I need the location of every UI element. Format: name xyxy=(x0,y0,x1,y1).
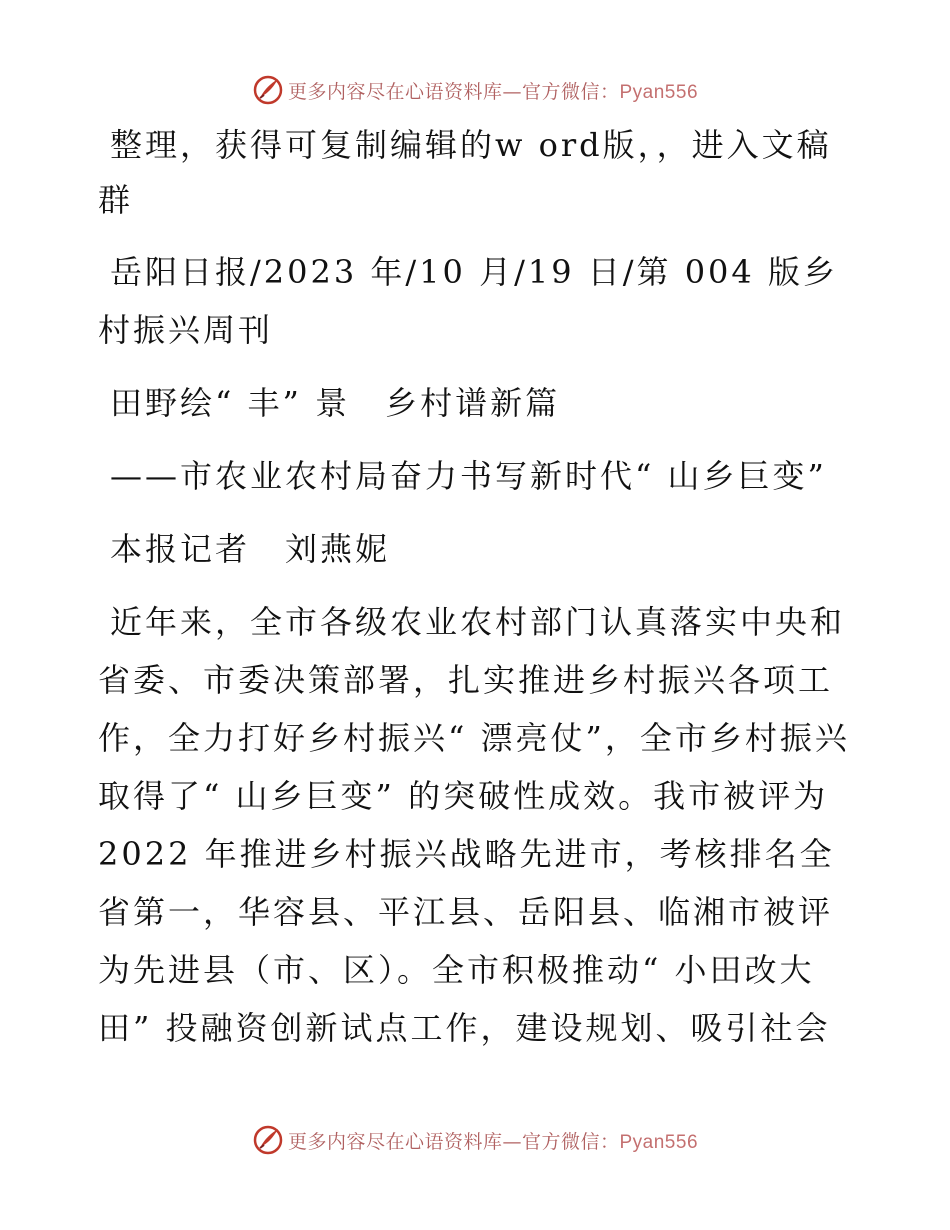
watermark-text: 更多内容尽在心语资料库—官方微信：Pyan556 xyxy=(287,1130,699,1153)
article-subtitle: ——市农业农村局奋力书写新时代“ 山乡巨变” xyxy=(110,457,827,495)
quill-logo-icon xyxy=(252,74,284,106)
article-title: 田野绘“ 丰” 景 乡村谱新篇 xyxy=(110,384,561,422)
watermark-text: 更多内容尽在心语资料库—官方微信：Pyan556 xyxy=(287,80,699,103)
body-paragraph: 近年来，全市各级农业农村部门认真落实中央和省委、市委决策部署，扎实推进乡村振兴各项工作，全力打好乡村振兴“ 漂亮仗”，全市乡村振兴取得了“ 山乡巨变” 的突破性成效。我市被评为 2022 年推进乡村振兴战略先进市，考核排名全省第一，华容县、平江县、岳阳县、临湘市被评为先进县（市、区）。全市积极推动“ 小田改大田” 投融资创新试点工作，建设规划、吸引社会 xyxy=(98,603,850,1047)
document-body xyxy=(98,118,858,1072)
footer-watermark-banner xyxy=(0,1120,950,1160)
byline: 本报记者 刘燕妮 xyxy=(110,530,391,568)
quill-logo-icon xyxy=(252,1124,284,1156)
source-line: 岳阳日报/2023 年/10 月/19 日/第 004 版乡村振兴周刊 xyxy=(98,253,838,349)
header-watermark-banner xyxy=(0,70,950,110)
intro-note: 整理，获得可复制编辑的w ord版，，进入文稿群 xyxy=(98,126,832,219)
